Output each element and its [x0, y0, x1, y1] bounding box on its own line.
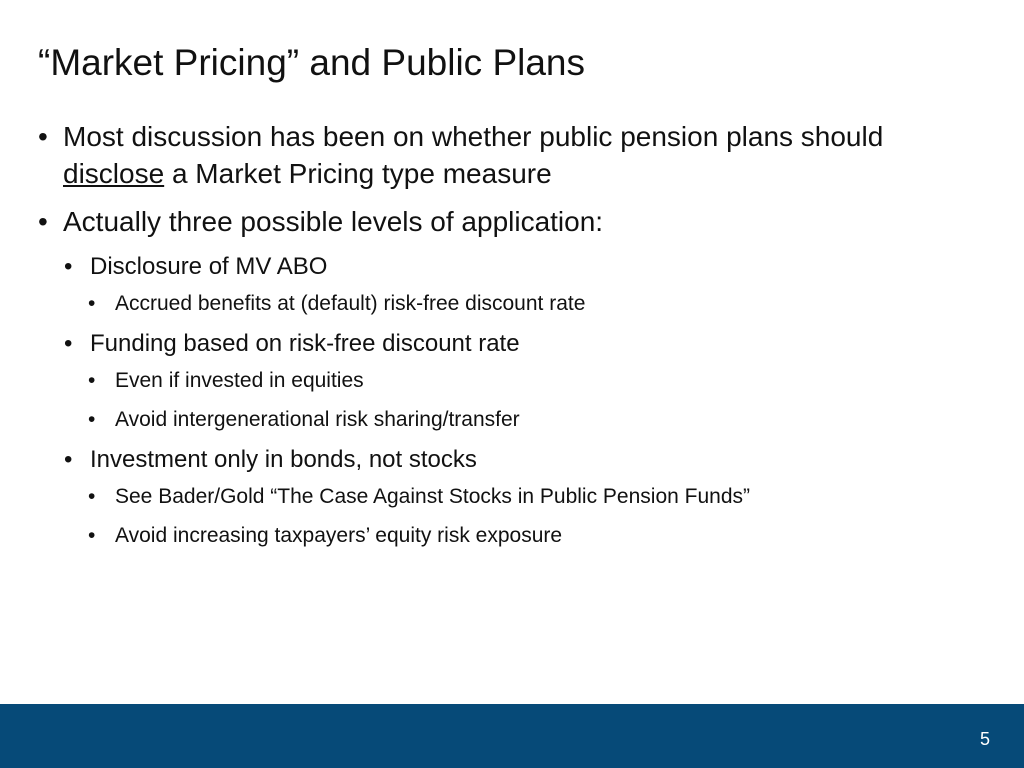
sub-bullet-text: Funding based on risk-free discount rate — [90, 330, 520, 357]
bullet-icon: • — [64, 253, 73, 280]
sub-sub-bullet-text: See Bader/Gold “The Case Against Stocks in Public Pension Funds” — [115, 485, 751, 508]
sub-sub-bullet-intergenerational — [38, 405, 988, 434]
sub-sub-bullet-text: Accrued benefits at (default) risk-free discount rate — [115, 292, 586, 315]
footer-bar — [0, 704, 1024, 768]
sub-sub-bullet-taxpayers — [38, 521, 988, 550]
bullet-icon: • — [64, 330, 73, 357]
sub-bullet-text: Disclosure of MV ABO — [90, 253, 328, 280]
sub-sub-bullet-bader-gold — [38, 482, 988, 511]
underlined-word: disclose — [63, 158, 165, 189]
sub-bullet-disclosure — [38, 251, 988, 283]
bullet-icon: • — [38, 121, 48, 152]
bullet-icon: • — [88, 524, 96, 547]
sub-sub-bullet-text: Avoid increasing taxpayers’ equity risk exposure — [115, 524, 563, 547]
sub-bullet-text: Investment only in bonds, not stocks — [90, 446, 477, 473]
bullet-icon: • — [88, 408, 96, 431]
sub-bullet-funding — [38, 328, 988, 360]
bullet-text: Actually three possible levels of application: — [63, 206, 604, 237]
bullet-text-continued: a Market Pricing type measure — [164, 158, 552, 189]
page-number: 5 — [979, 729, 990, 749]
bullet-icon: • — [88, 485, 96, 508]
slide-title: “Market Pricing” and Public Plans — [38, 42, 585, 83]
bullet-icon: • — [64, 446, 73, 473]
bullet-list — [38, 118, 988, 560]
bullet-icon: • — [38, 206, 48, 237]
bullet-item-levels — [38, 203, 988, 240]
bullet-text: Most discussion has been on whether public pension plans should — [63, 121, 884, 152]
sub-sub-bullet-accrued — [38, 289, 988, 318]
bullet-icon: • — [88, 292, 96, 315]
bullet-icon: • — [88, 369, 96, 392]
sub-bullet-investment — [38, 444, 988, 476]
sub-sub-bullet-text: Avoid intergenerational risk sharing/transfer — [115, 408, 520, 431]
sub-sub-bullet-equities — [38, 366, 988, 395]
sub-sub-bullet-text: Even if invested in equities — [115, 369, 364, 392]
bullet-item-discussion — [38, 118, 988, 192]
